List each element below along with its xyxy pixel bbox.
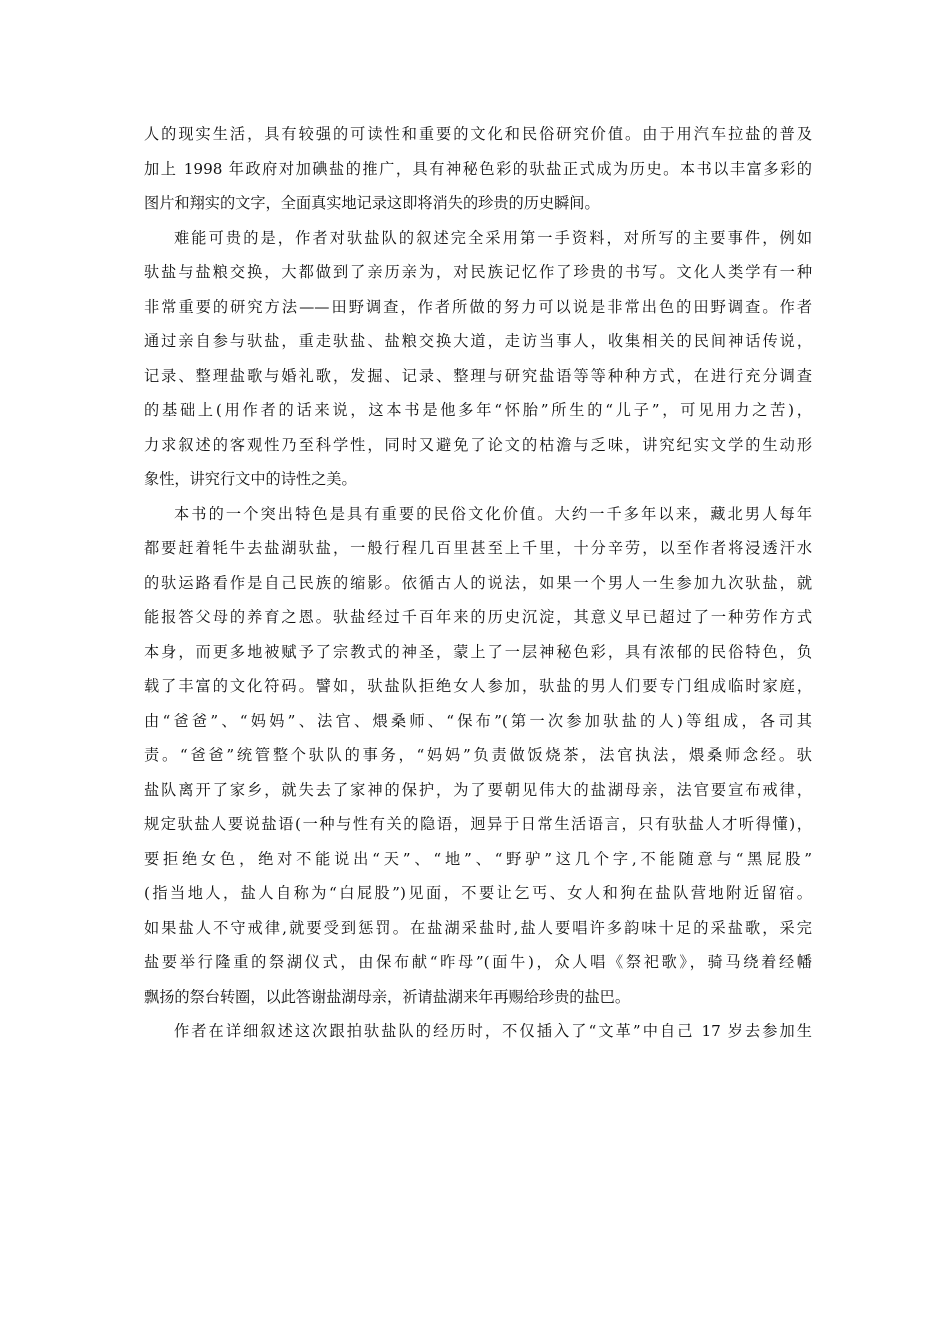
text-line: 加上 1998 年政府对加碘盐的推广，具有神秘色彩的驮盐正式成为历史。本书以丰富多彩的 — [144, 159, 812, 178]
body-text — [144, 117, 812, 1049]
text-line: 通过亲自参与驮盐，重走驮盐、盐粮交换大道，走访当事人，收集相关的民间神话传说， — [144, 332, 812, 350]
text-line: 本身，而更多地被赋予了宗教式的神圣，蒙上了一层神秘色彩，具有浓郁的民俗特色，负 — [144, 642, 812, 661]
text-line: 图片和翔实的文字，全面真实地记录这即将消失的珍贵的历史瞬间。 — [144, 194, 600, 212]
text-line: 盐要举行隆重的祭湖仪式，由保布献“昨母”(面牛)，众人唱《祭祀歌》，骑马绕着经幡 — [144, 953, 812, 971]
text-line: 的驮运路看作是自己民族的缩影。依循古人的说法，如果一个男人一生参加九次驮盐，就 — [144, 573, 812, 592]
text-line: 规定驮盐人要说盐语(一种与性有关的隐语，迥异于日常生活语言，只有驮盐人才听得懂)， — [144, 815, 812, 833]
paragraph-4 — [144, 1014, 812, 1049]
text-line: 要拒绝女色，绝对不能说出“天”、“地”、“野驴”这几个字,不能随意与“黑屁股” — [144, 849, 812, 868]
text-line: 人的现实生活，具有较强的可读性和重要的文化和民俗研究价值。由于用汽车拉盐的普及 — [144, 125, 812, 143]
text-line: 责。“爸爸”统管整个驮队的事务，“妈妈”负责做饭烧茶，法官执法，煨桑师念经。驮 — [144, 746, 812, 764]
text-line: 载了丰富的文化符码。譬如，驮盐队拒绝女人参加，驮盐的男人们要专门组成临时家庭， — [144, 677, 812, 695]
text-line: 非常重要的研究方法——田野调查，作者所做的努力可以说是非常出色的田野调查。作者 — [144, 297, 812, 316]
text-line: (指当地人，盐人自称为“白屁股”)见面，不要让乞丐、女人和狗在盐队营地附近留宿。 — [144, 884, 812, 902]
text-line: 难能可贵的是，作者对驮盐队的叙述完全采用第一手资料，对所写的主要事件，例如 — [174, 228, 812, 247]
paragraph-2 — [144, 221, 812, 497]
text-line: 能报答父母的养育之恩。驮盐经过千百年来的历史沉淀，其意义早已超过了一种劳作方式 — [144, 608, 812, 626]
text-line: 力求叙述的客观性乃至科学性，同时又避免了论文的枯澹与乏味，讲究纪实文学的生动形 — [144, 435, 812, 454]
text-line: 象性，讲究行文中的诗性之美。 — [144, 470, 357, 488]
paragraph-1 — [144, 117, 812, 221]
text-line: 本书的一个突出特色是具有重要的民俗文化价值。大约一千多年以来，藏北男人每年 — [174, 504, 812, 523]
text-line: 如果盐人不守戒律,就要受到惩罚。在盐湖采盐时,盐人要唱许多韵味十足的采盐歌，采完 — [144, 918, 812, 937]
text-line: 驮盐与盐粮交换，大都做到了亲历亲为，对民族记忆作了珍贵的书写。文化人类学有一种 — [144, 263, 812, 281]
text-line: 作者在详细叙述这次跟拍驮盐队的经历时，不仅插入了“文革”中自己 17 岁去参加生 — [174, 1022, 812, 1040]
text-line: 都要赶着牦牛去盐湖驮盐，一般行程几百里甚至上千里，十分辛劳，以至作者将浸透汗水 — [144, 539, 812, 557]
paragraph-3 — [144, 497, 812, 1015]
text-line: 飘扬的祭台转圈，以此答谢盐湖母亲，祈请盐湖来年再赐给珍贵的盐巴。 — [144, 987, 630, 1006]
text-line: 由“爸爸”、“妈妈”、法官、煨桑师、“保布”(第一次参加驮盐的人)等组成，各司其 — [144, 711, 812, 730]
text-line: 盐队离开了家乡，就失去了家神的保护，为了要朝见伟大的盐湖母亲，法官要宣布戒律， — [144, 780, 812, 799]
text-line: 记录、整理盐歌与婚礼歌，发掘、记录、整理与研究盐语等等种种方式，在进行充分调查 — [144, 366, 812, 385]
text-line: 的基础上(用作者的话来说，这本书是他多年“怀胎”所生的“儿子”，可见用力之苦)， — [144, 401, 812, 419]
